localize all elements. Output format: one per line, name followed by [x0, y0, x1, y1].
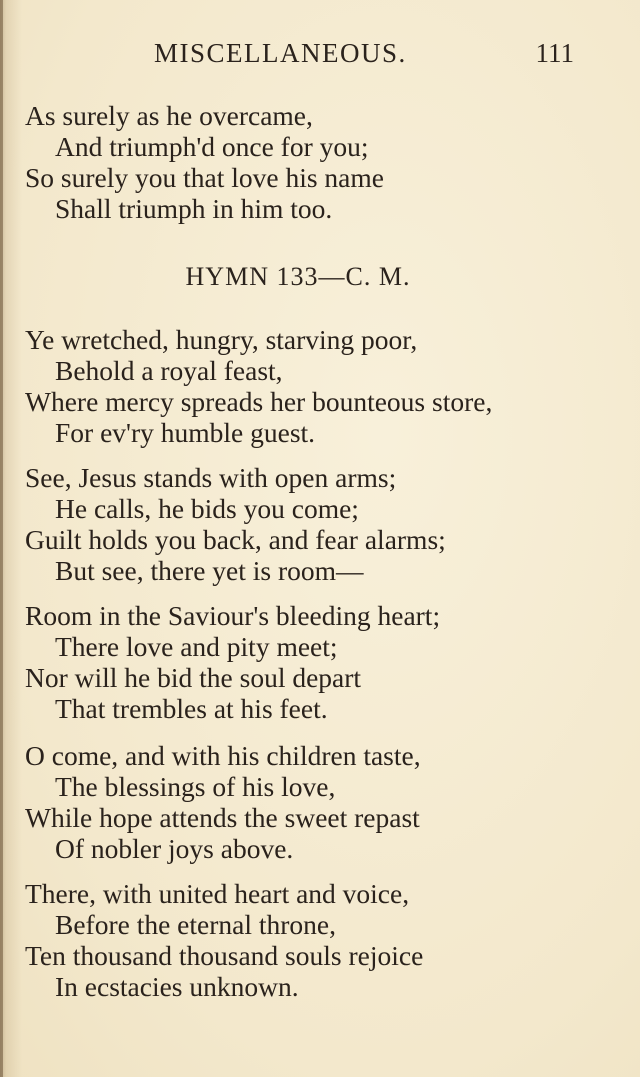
page-spine-shadow [0, 0, 3, 1077]
verse-carryover [25, 100, 605, 224]
verse-line: See, Jesus stands with open arms; [25, 462, 397, 493]
verse-line: In ecstacies unknown. [55, 971, 299, 1002]
verse-line: And triumph'd once for you; [55, 131, 369, 162]
hymn-title: HYMN 133—C. M. [185, 262, 411, 291]
verse-line: So surely you that love his name [25, 162, 384, 193]
page-number: 111 [535, 38, 574, 68]
verse-4 [25, 740, 605, 864]
verse-3 [25, 600, 605, 724]
verse-line: There, with united heart and voice, [25, 878, 410, 909]
verse-line: Of nobler joys above. [55, 833, 294, 864]
verse-line: As surely as he overcame, [25, 100, 313, 131]
verse-line: Where mercy spreads her bounteous store, [25, 386, 493, 417]
verse-line: O come, and with his children taste, [25, 740, 421, 771]
verse-line: While hope attends the sweet repast [25, 802, 420, 833]
verse-line: The blessings of his love, [55, 771, 336, 802]
running-title: MISCELLANEOUS. [154, 38, 407, 68]
verse-5 [25, 878, 605, 1002]
verse-1 [25, 324, 605, 448]
verse-line: Room in the Saviour's bleeding heart; [25, 600, 441, 631]
verse-line: Nor will he bid the soul depart [25, 662, 362, 693]
verse-line: Ye wretched, hungry, starving poor, [25, 324, 418, 355]
verse-line: Behold a royal feast, [55, 355, 283, 386]
verse-line: Guilt holds you back, and fear alarms; [25, 524, 446, 555]
verse-line: Ten thousand thousand souls rejoice [25, 940, 424, 971]
verse-line: That trembles at his feet. [55, 693, 328, 724]
verse-line: Before the eternal throne, [55, 909, 336, 940]
verse-line: But see, there yet is room— [55, 555, 364, 586]
verse-line: He calls, he bids you come; [55, 493, 359, 524]
verse-line: Shall triumph in him too. [55, 193, 333, 224]
verse-line: For ev'ry humble guest. [55, 417, 316, 448]
verse-line: There love and pity meet; [55, 631, 338, 662]
running-header [0, 38, 640, 72]
verse-2 [25, 462, 605, 586]
